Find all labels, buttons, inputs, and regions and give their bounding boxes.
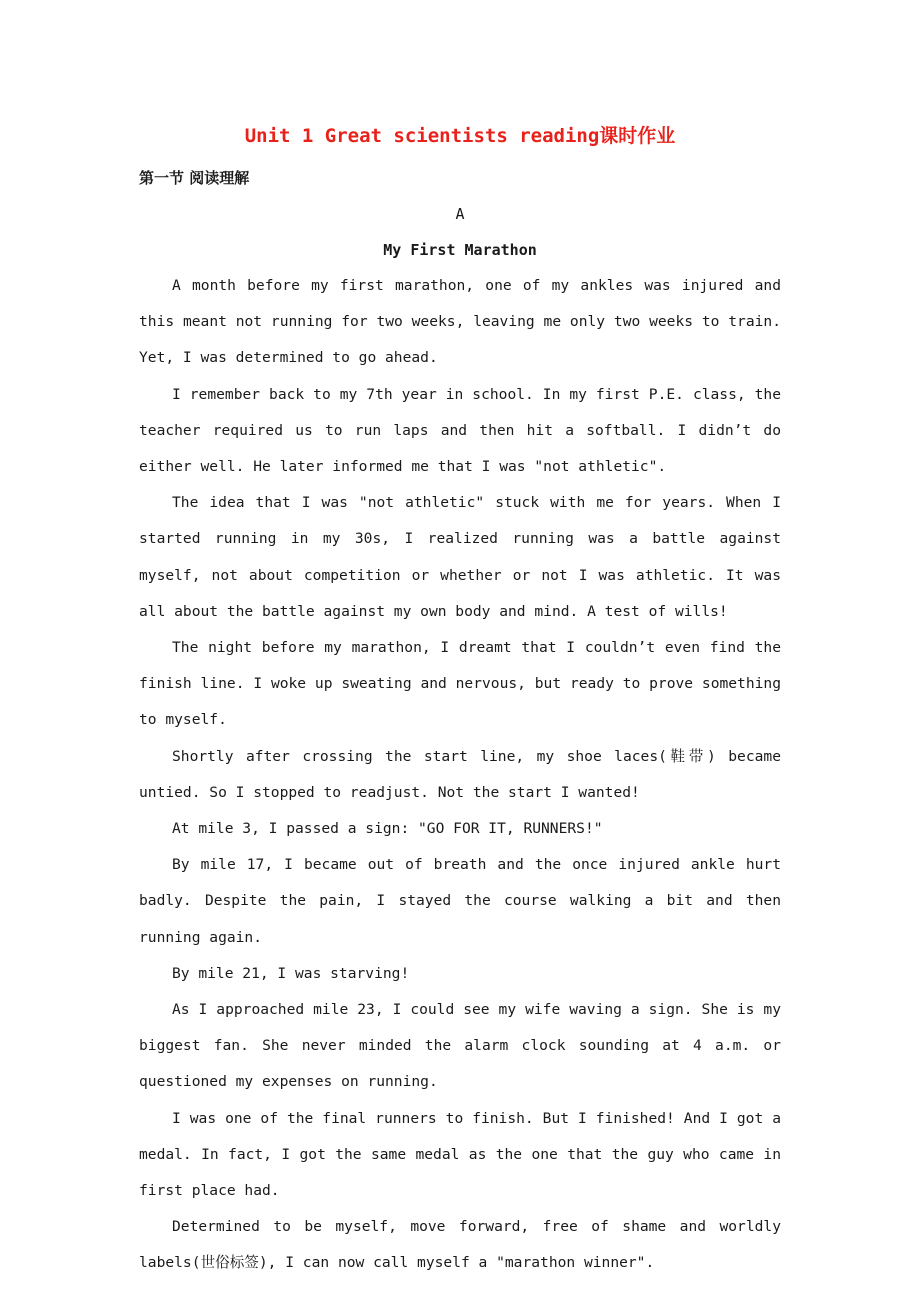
passage-title: My First Marathon bbox=[383, 241, 537, 259]
paragraph: I was one of the final runners to finish. But I finished! And I got a medal. In fact, I got the same medal as the one that the guy who came in first place had. bbox=[139, 1109, 781, 1200]
document-page bbox=[139, 118, 781, 1282]
paragraph: As I approached mile 23, I could see my wife waving a sign. She is my biggest fan. She never minded the alarm clock sounding at 4 a.m. or questioned my expenses on running. bbox=[139, 1001, 781, 1091]
passage-body bbox=[139, 268, 781, 1282]
paragraph: I remember back to my 7th year in school. In my first P.E. class, the teacher required us to run laps and then hit a softball. I didn’t do either well. He later informed me that I was "not athletic". bbox=[139, 385, 781, 476]
paragraph: By mile 21, I was starving! bbox=[172, 964, 410, 982]
passage-label: A bbox=[455, 205, 465, 223]
document-title: Unit 1 Great scientists reading课时作业 bbox=[244, 125, 676, 147]
paragraph: The idea that I was "not athletic" stuck with me for years. When I started running in my 30s, I realized running was a battle against myself, not about competition or whether or not I was athletic. It was all about the battle against my own body and mind. A test of wills! bbox=[139, 494, 781, 620]
paragraph: By mile 17, I became out of breath and the once injured ankle hurt badly. Despite the pain, I stayed the course walking a bit and then running again. bbox=[139, 856, 781, 946]
paragraph: Determined to be myself, move forward, free of shame and worldly labels(世俗标签), I can now call myself a "marathon winner". bbox=[139, 1218, 781, 1272]
paragraph: A month before my first marathon, one of my ankles was injured and this meant not running for two weeks, leaving me only two weeks to train. Yet, I was determined to go ahead. bbox=[139, 277, 781, 367]
section-heading: 第一节 阅读理解 bbox=[139, 169, 250, 187]
paragraph: At mile 3, I passed a sign: "GO FOR IT, RUNNERS!" bbox=[172, 820, 603, 838]
paragraph: The night before my marathon, I dreamt that I couldn’t even find the finish line. I woke up sweating and nervous, but ready to prove something to myself. bbox=[139, 639, 781, 729]
paragraph: Shortly after crossing the start line, my shoe laces(鞋带) became untied. So I stopped to readjust. Not the start I wanted! bbox=[139, 747, 781, 801]
